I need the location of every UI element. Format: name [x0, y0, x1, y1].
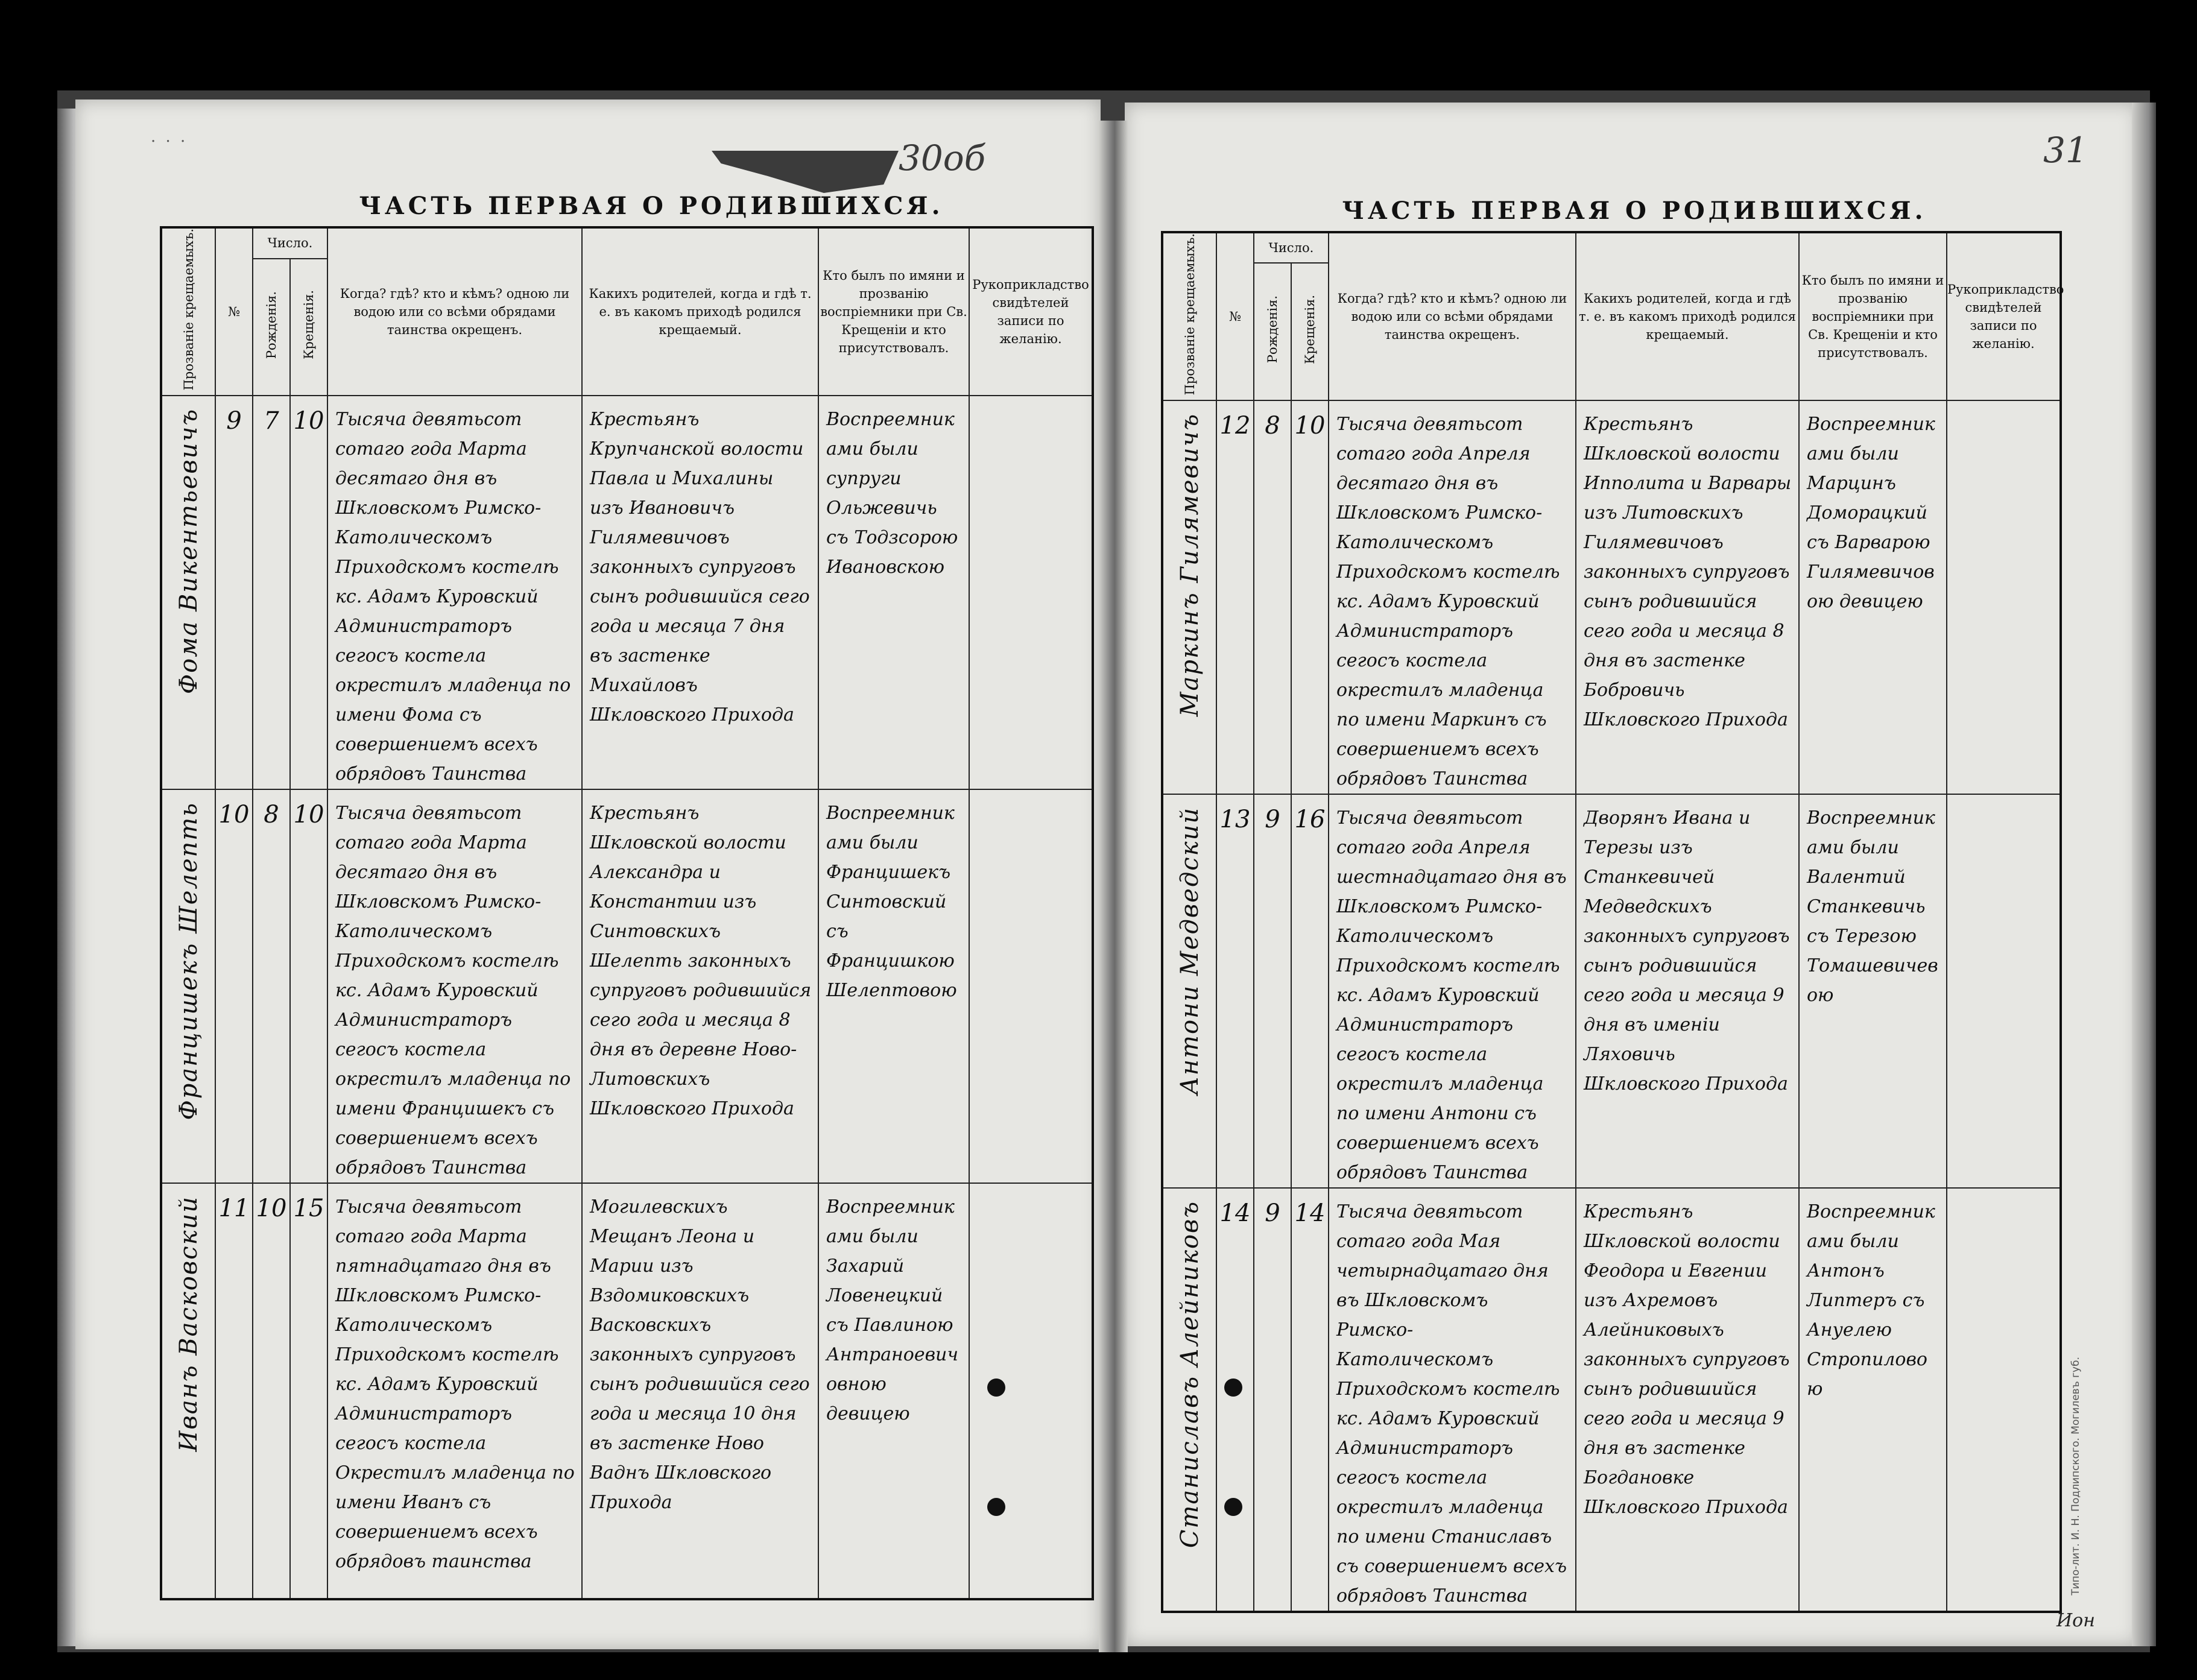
- child-name: Фома Викентьевичъ: [161, 396, 215, 789]
- child-name: Станиславъ Алейниковъ: [1162, 1188, 1216, 1612]
- binding-hole: [1224, 1498, 1242, 1516]
- parents-record: Крестьянъ Крупчанской волости Павла и Михалины изъ Ивановичъ Гилямевичовъ законныхъ супруговъ сынъ родившийся сего года и месяца 7 дня въ застенке Михайловъ Шкловского Прихода: [582, 396, 818, 789]
- header-birth: Рожденія.: [1254, 263, 1291, 401]
- child-name: Маркинъ Гилямевичъ: [1162, 400, 1216, 794]
- header-parents: Какихъ родителей, когда и гдѣ т. е. въ какомъ приходѣ родился крещаемый.: [1576, 232, 1799, 400]
- printer-imprint: Типо-лит. И. Н. Подлипского. Могилевъ губ.: [2070, 1357, 2082, 1596]
- right-register-table: [1161, 231, 2062, 1613]
- table-row: [1162, 794, 2061, 1188]
- left-register-table: [160, 226, 1094, 1600]
- birth-day: 10: [253, 1183, 290, 1599]
- baptism-record: Тысяча девятьсот сотаго года Марта десятаго дня въ Шкловскомъ Римско-Католическомъ Приходскомъ костелѣ кс. Адамъ Куровский Администраторъ сегосъ костела окрестилъ младенца по имени Фома съ совершениемъ всехъ обрядовъ Таинства: [327, 396, 582, 789]
- left-page-title: ЧАСТЬ ПЕРВАЯ О РОДИВШИХСЯ.: [359, 192, 944, 220]
- entry-number: 14: [1216, 1188, 1254, 1612]
- parents-record: Крестьянъ Шкловской волости Феодора и Евгении изъ Ахремовъ Алейниковыхъ законныхъ супруговъ сынъ родившийся сего года и месяца 9 дня въ застенке Богдановке Шкловского Прихода: [1576, 1188, 1799, 1612]
- header-signature: Рукоприкладство свидѣтелей записи по желанію.: [1947, 232, 2061, 400]
- birth-day: 7: [253, 396, 290, 789]
- table-row: [1162, 400, 2061, 794]
- right-page-edge: [2132, 103, 2156, 1646]
- binding-hole: [987, 1378, 1005, 1397]
- entry-number: 13: [1216, 794, 1254, 1188]
- godparents-record: Воспреемниками были Захарий Ловенецкий съ Павлиною Антраноевичовною девицею: [818, 1183, 969, 1599]
- header-name: Прозваніе крещаемыхъ.: [1162, 232, 1216, 400]
- table-row: [161, 1183, 1093, 1599]
- godparents-record: Воспреемниками были Антонъ Липтеръ съ Ануелею Стропиловою: [1799, 1188, 1947, 1612]
- header-when: Когда? гдѣ? кто и кѣмъ? одною ли водою или со всѣми обрядами таинства окрещенъ.: [1329, 232, 1576, 400]
- baptism-day: 14: [1291, 1188, 1329, 1612]
- baptism-day: 15: [290, 1183, 327, 1599]
- baptism-day: 16: [1291, 794, 1329, 1188]
- birth-day: 9: [1254, 1188, 1291, 1612]
- child-name: Антони Медведский: [1162, 794, 1216, 1188]
- baptism-record: Тысяча девятьсот сотаго года Марта пятнадцатаго дня въ Шкловскомъ Римско-Католическомъ Приходскомъ костелѣ кс. Адамъ Куровский Администраторъ сегосъ костела Окрестилъ младенца по имени Иванъ съ совершениемъ всехъ обрядовъ таинства: [327, 1183, 582, 1599]
- parents-record: Крестьянъ Шкловской волости Александра и Константии изъ Синтовскихъ Шелепть законныхъ супруговъ родившийся сего года и месяца 8 дня въ деревне Ново-Литовскихъ Шкловского Прихода: [582, 789, 818, 1183]
- book-gutter: [1099, 121, 1128, 1652]
- corner-note: Ион: [2056, 1610, 2095, 1631]
- godparents-record: Воспреемниками были Валентий Станкевичь съ Терезою Томашевичевою: [1799, 794, 1947, 1188]
- signature-cell: [1947, 794, 2061, 1188]
- child-name: Францишекъ Шелепть: [161, 789, 215, 1183]
- header-no: №: [215, 227, 253, 396]
- birth-day: 9: [1254, 794, 1291, 1188]
- parents-record: Могилевскихъ Мещанъ Леона и Марии изъ Вздомиковскихъ Васковскихъ законныхъ супруговъ сынъ родившийся сего года и месяца 10 дня въ застенке Ново Ваднъ Шкловского Прихода: [582, 1183, 818, 1599]
- header-date-group: Число.: [253, 227, 327, 259]
- header-baptism: Крещенія.: [1291, 263, 1329, 401]
- signature-cell: [969, 789, 1093, 1183]
- table-row: [161, 396, 1093, 789]
- baptism-record: Тысяча девятьсот сотаго года Марта десятаго дня въ Шкловскомъ Римско-Католическомъ Приходскомъ костелѣ кс. Адамъ Куровский Администраторъ сегосъ костела окрестилъ младенца по имени Францишекъ съ совершениемъ всехъ обрядовъ Таинства: [327, 789, 582, 1183]
- right-page-number: 31: [2043, 130, 2088, 171]
- baptism-record: Тысяча девятьсот сотаго года Апреля десятаго дня въ Шкловскомъ Римско-Католическомъ Приходскомъ костелѣ кс. Адамъ Куровский Администраторъ сегосъ костела окрестилъ младенца по имени Маркинъ съ совершениемъ всехъ обрядовъ Таинства: [1329, 400, 1576, 794]
- left-page-number: 30об: [899, 137, 986, 178]
- header-signature: Рукоприкладство свидѣтелей записи по желанію.: [969, 227, 1093, 396]
- signature-cell: [1947, 400, 2061, 794]
- entry-number: 9: [215, 396, 253, 789]
- entry-number: 10: [215, 789, 253, 1183]
- right-page-title: ЧАСТЬ ПЕРВАЯ О РОДИВШИХСЯ.: [1342, 197, 1927, 225]
- birth-day: 8: [253, 789, 290, 1183]
- header-birth: Рожденія.: [253, 259, 290, 396]
- binding-hole: [1224, 1378, 1242, 1397]
- header-baptism: Крещенія.: [290, 259, 327, 396]
- parents-record: Дворянъ Ивана и Терезы изъ Станкевичей Медведскихъ законныхъ супруговъ сынъ родившийся сего года и месяца 9 дня въ именіи Ляховичь Шкловского Прихода: [1576, 794, 1799, 1188]
- header-no: №: [1216, 232, 1254, 400]
- binding-hole: [987, 1498, 1005, 1516]
- baptism-day: 10: [290, 396, 327, 789]
- baptism-record: Тысяча девятьсот сотаго года Апреля шестнадцатаго дня въ Шкловскомъ Римско-Католическомъ Приходскомъ костелѣ кс. Адамъ Куровский Администраторъ сегосъ костела окрестилъ младенца по имени Антони съ совершениемъ всехъ обрядовъ Таинства: [1329, 794, 1576, 1188]
- entry-number: 11: [215, 1183, 253, 1599]
- signature-cell: [1947, 1188, 2061, 1612]
- header-date-group: Число.: [1254, 232, 1329, 263]
- header-name: Прозваніе крещаемыхъ.: [161, 227, 215, 396]
- birth-day: 8: [1254, 400, 1291, 794]
- baptism-day: 10: [290, 789, 327, 1183]
- child-name: Иванъ Васковский: [161, 1183, 215, 1599]
- baptism-day: 10: [1291, 400, 1329, 794]
- baptism-record: Тысяча девятьсот сотаго года Мая четырнадцатаго дня въ Шкловскомъ Римско-Католическомъ Приходскомъ костелѣ кс. Адамъ Куровский Администраторъ сегосъ костела окрестилъ младенца по имени Станиславъ съ совершениемъ всехъ обрядовъ Таинства: [1329, 1188, 1576, 1612]
- table-row: [161, 789, 1093, 1183]
- header-when: Когда? гдѣ? кто и кѣмъ? одною ли водою или со всѣми обрядами таинства окрещенъ.: [327, 227, 582, 396]
- godparents-record: Воспреемниками были супруги Ольжевичь съ Тодзсорою Ивановскою: [818, 396, 969, 789]
- signature-cell: [969, 396, 1093, 789]
- header-parents: Какихъ родителей, когда и гдѣ т. е. въ какомъ приходѣ родился крещаемый.: [582, 227, 818, 396]
- entry-number: 12: [1216, 400, 1254, 794]
- table-row: [1162, 1188, 2061, 1612]
- header-godparents: Кто былъ по имяни и прозванію воспріемники при Св. Крещеніи и кто присутствовалъ.: [818, 227, 969, 396]
- header-godparents: Кто былъ по имяни и прозванію воспріемники при Св. Крещеніи и кто присутствовалъ.: [1799, 232, 1947, 400]
- ink-marks: · · ·: [151, 133, 188, 151]
- godparents-record: Воспреемниками были Марцинъ Доморацкий съ Варварою Гилямевичовою девицею: [1799, 400, 1947, 794]
- godparents-record: Воспреемниками были Францишекъ Синтовский съ Францишкою Шелептовою: [818, 789, 969, 1183]
- parents-record: Крестьянъ Шкловской волости Ипполита и Варвары изъ Литовскихъ Гилямевичовъ законныхъ супруговъ сынъ родившийся сего года и месяца 8 дня въ застенке Бобровичь Шкловского Прихода: [1576, 400, 1799, 794]
